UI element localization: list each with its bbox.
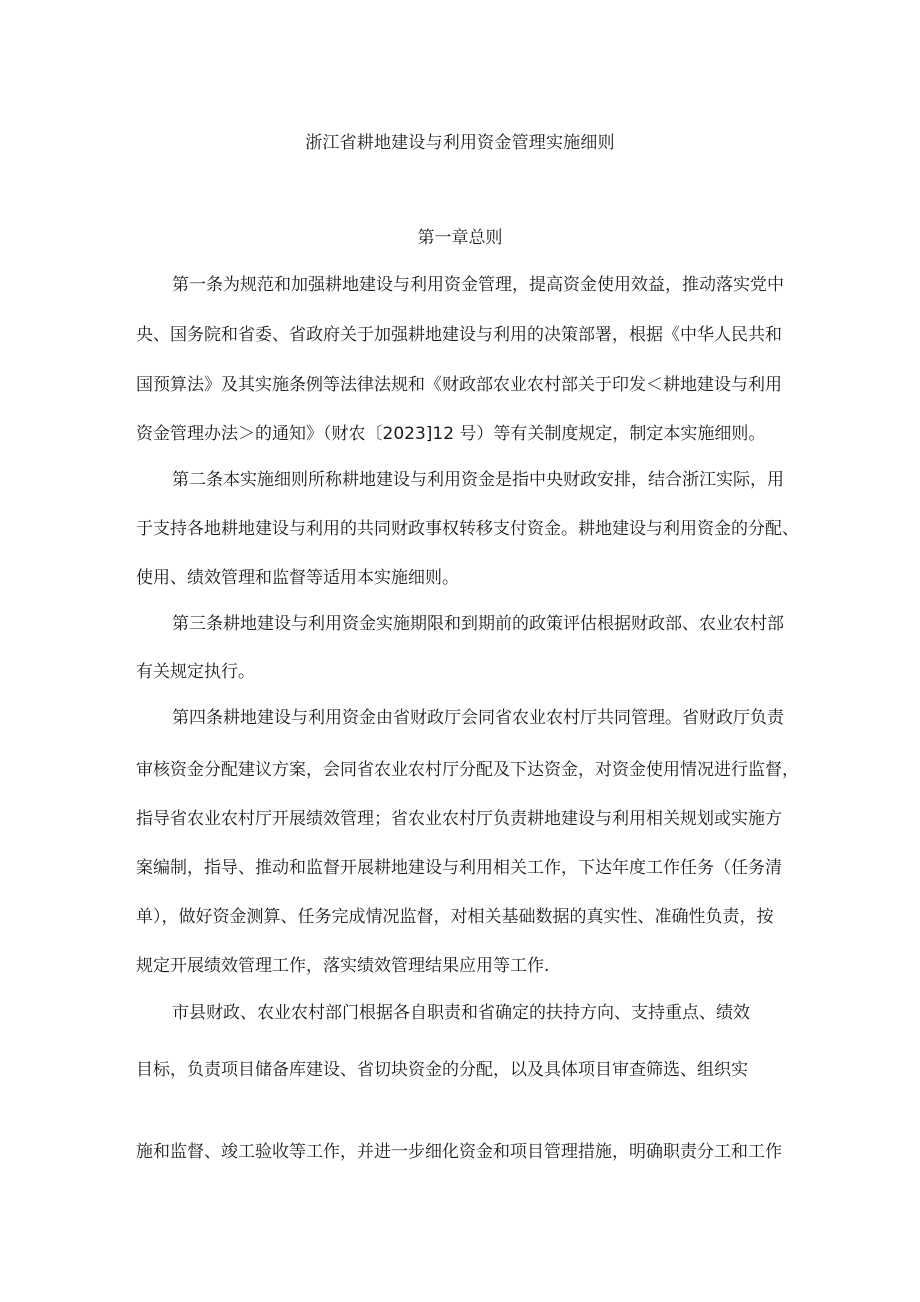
body-line: 第二条本实施细则所称耕地建设与利用资金是指中央财政安排，结合浙江实际，用 <box>172 470 784 490</box>
body-line: 市县财政、农业农村部门根据各自职责和省确定的扶持方向、支持重点、绩效 <box>172 1003 750 1023</box>
document-title: 浙江省耕地建设与利用资金管理实施细则 <box>305 133 615 153</box>
body-line: 单），做好资金测算、任务完成情况监督，对相关基础数据的真实性、准确性负责，按 <box>136 907 774 927</box>
body-line: 第四条耕地建设与利用资金由省财政厅会同省农业农村厅共同管理。省财政厅负责 <box>172 708 784 728</box>
body-line: 央、国务院和省委、省政府关于加强耕地建设与利用的决策部署，根据《中华人民共和 <box>136 325 782 345</box>
body-line: 国预算法》及其实施条例等法律法规和《财政部农业农村部关于印发＜耕地建设与利用 <box>136 375 782 395</box>
body-line: 有关规定执行。 <box>136 662 255 682</box>
body-line: 资金管理办法＞的通知》（财农〔2023]12 号）等有关制度规定，制定本实施细则。 <box>136 424 766 444</box>
body-line: 使用、绩效管理和监督等适用本实施细则。 <box>136 568 459 588</box>
body-line: 第三条耕地建设与利用资金实施期限和到期前的政策评估根据财政部、农业农村部 <box>172 614 784 634</box>
chapter-heading: 第一章总则 <box>417 228 503 248</box>
body-line: 指导省农业农村厅开展绩效管理；省农业农村厅负责耕地建设与利用相关规划或实施方 <box>136 809 782 829</box>
body-line: 案编制，指导、推动和监督开展耕地建设与利用相关工作，下达年度工作任务（任务清 <box>136 858 782 878</box>
body-line: 目标，负责项目储备库建设、省切块资金的分配，以及具体项目审查筛选、组织实 <box>136 1060 748 1080</box>
body-line: 规定开展绩效管理工作，落实绩效管理结果应用等工作. <box>136 956 550 976</box>
body-line: 于支持各地耕地建设与利用的共同财政事权转移支付资金。耕地建设与利用资金的分配、 <box>136 519 799 539</box>
body-line: 审核资金分配建议方案，会同省农业农村厅分配及下达资金，对资金使用情况进行监督， <box>136 760 799 780</box>
body-line: 第一条为规范和加强耕地建设与利用资金管理，提高资金使用效益，推动落实党中 <box>172 275 784 295</box>
body-line: 施和监督、竣工验收等工作，并进一步细化资金和项目管理措施，明确职责分工和工作 <box>136 1142 782 1162</box>
